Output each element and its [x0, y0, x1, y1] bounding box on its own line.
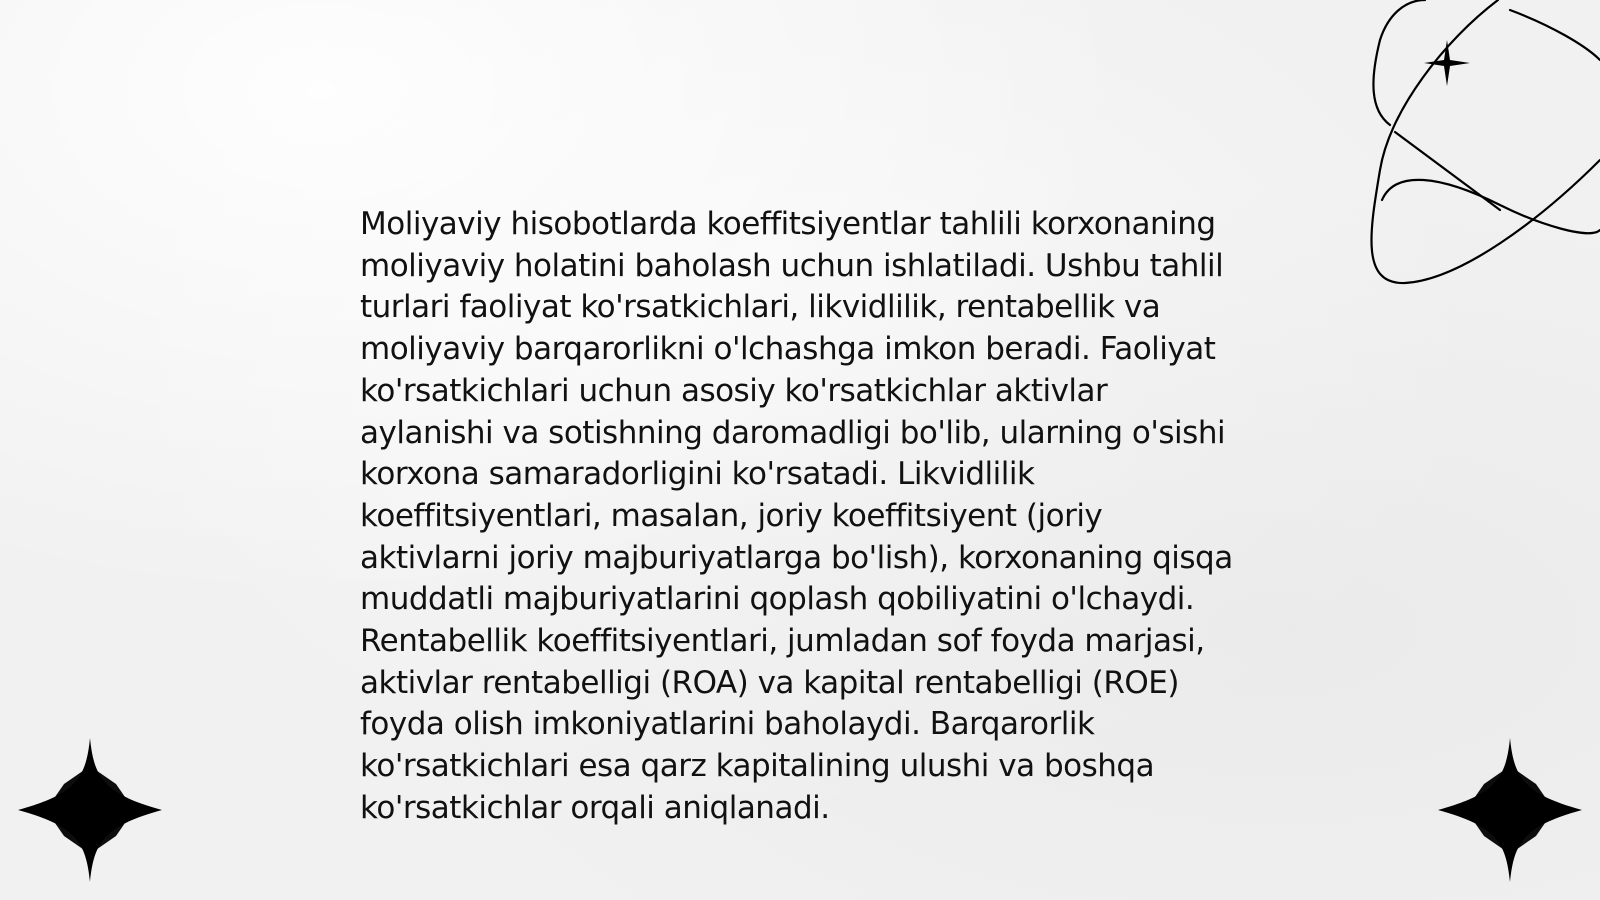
orbit-line-icon — [1350, 0, 1600, 300]
sparkle-small-icon — [1424, 40, 1470, 86]
body-paragraph: Moliyaviy hisobotlarda koeffitsiyentlar tahlili korxonaning moliyaviy holatini baholash uchun ishlatiladi. Ushbu tahlil turlari faoliyat ko'rsatkichlari, likvidlilik, rentabellik va moliyaviy barqarorlikni o'lchashga imkon beradi. Faoliyat ko'rsatkichlari uchun asosiy ko'rsatkichlar aktivlar aylanishi va sotishning daromadligi bo'lib, ularning o'sishi korxona samaradorligini ko'rsatadi. Likvidlilik koeffitsiyentlari, masalan, joriy koeffitsiyent (joriy aktivlarni joriy majburiyatlarga bo'lish), korxonaning qisqa muddatli majburiyatlarini qoplash qobiliyatini o'lchaydi. Rentabellik koeffitsiyentlari, jumladan sof foyda marjasi, aktivlar rentabelligi (ROA) va kapital rentabelligi (ROE) foyda olish imkoniyatlarini baholaydi. Barqarorlik ko'rsatkichlari esa qarz kapitalining ulushi va boshqa ko'rsatkichlar orqali aniqlanadi. — [360, 206, 1233, 826]
four-point-star-icon — [1438, 738, 1582, 882]
text-block — [360, 204, 1240, 900]
four-point-star-icon — [18, 738, 162, 882]
